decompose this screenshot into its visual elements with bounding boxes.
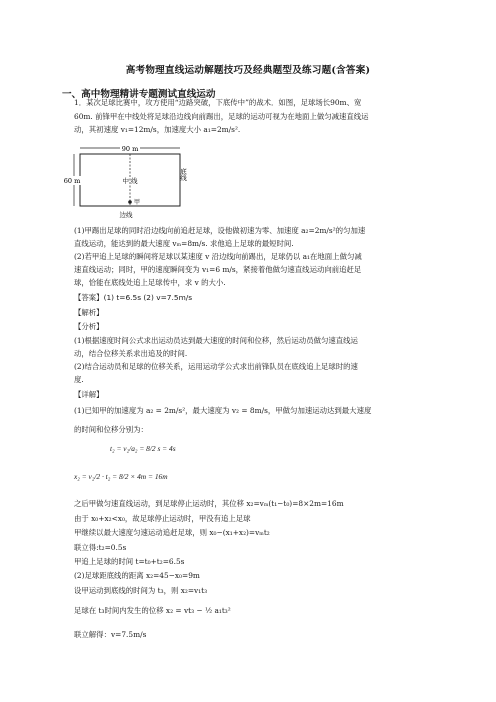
formula-t2: t₂ = v₂/a₂ = 8/2 s = 4s (110, 444, 176, 453)
question-line: (2)若甲追上足球的瞬间将足球以某速度 v 沿边线向前踢出，足球仍以 a₁在地面上做匀减 (74, 252, 362, 261)
midline-label: 中 线 (122, 177, 138, 185)
detail-line: (1)已知甲的加速度为 a₂ = 2m/s²，最大速度为 v₂ = 8m/s，甲做匀加速运动达到最大速度 (74, 406, 372, 415)
section-heading: 一、高中物理精讲专题测试直线运动 (62, 89, 216, 100)
detail-line: 由于 x₀+x₂<x₀，故足球停止运动时，甲没有追上足球 (74, 514, 251, 523)
width-label: 60 m (63, 177, 81, 185)
ball-marker (128, 200, 132, 204)
detail-line: (2)足球距底线的距离 x₂=45−x₀=9m (74, 571, 200, 580)
football-field-diagram (62, 144, 192, 220)
analysis-tag: 【解析】 (74, 308, 104, 317)
fenxi-line: (2)结合运动员和足球的位移关系，运用运动学公式求出前锋队员在底线追上足球时的速 (74, 362, 358, 371)
problem-line: 60m. 前锋甲在中线处将足球沿边线向前踢出，足球的运动可视为在地面上做匀减速直线运 (74, 112, 369, 121)
detail-line: 联立得:t₂=0.5s (74, 543, 127, 552)
sideline-label: 边线 (119, 211, 133, 219)
detail-line: 足球在 t₃时间内发生的位移 x₂ = vt₃ − ½ a₁t₃² (74, 606, 231, 615)
problem-line: 动，其初速度 v₁=12m/s，加速度大小 a₁=2m/s². (74, 125, 241, 134)
fenxi-line: 度. (74, 375, 84, 384)
problem-heading: 1．某次足球比赛中，攻方使用“边路突破，下底传中”的战术．如图，足球场长90m、宽 (74, 98, 362, 107)
detail-line: 联立解得：v=7.5m/s (74, 630, 147, 639)
goalline-label: 底线 (179, 168, 187, 181)
answer-line: 【答案】(1) t=6.5s (2) v=7.5m/s (74, 293, 193, 302)
detail-tag: 【详解】 (74, 390, 104, 399)
question-line: 速直线运动；同时，甲的速度瞬间变为 v₁=6 m/s，紧接着他做匀速直线运动向前追赶足 (74, 265, 362, 274)
fenxi-line: (1)根据速度时间公式求出运动员达到最大速度的时间和位移，然后运动员做匀速直线运 (74, 336, 358, 345)
detail-line: 甲追上足球的时间 t=t₀+t₂=6.5s (74, 557, 185, 566)
length-label: 90 m (121, 145, 139, 153)
question-line: 球，恰能在底线处追上足球传中，求 v 的大小. (74, 278, 226, 287)
detail-line: 之后甲做匀速直线运动，到足球停止运动时，其位移 x₂=vₘ(t₁−t₀)=8×2m=16m (74, 499, 344, 508)
fenxi-line: 动，结合位移关系求出追及的时间. (74, 349, 188, 358)
detail-line: 的时间和位移分别为： (74, 425, 148, 434)
detail-line: 设甲运动到底线的时间为 t₃，则 x₂=v₁t₃ (74, 586, 208, 595)
player-label: 甲 (134, 199, 141, 206)
question-line: 直线运动，能达到的最大速度 vₘ=8m/s. 求他追上足球的最短时间. (74, 239, 294, 248)
formula-x2: x₂ = v₂/2 · t₂ = 8/2 × 4m = 16m (74, 472, 168, 481)
detail-line: 甲继续以最大速度匀速运动追赶足球，则 x₀−(x₁+x₂)=vₘt₂ (74, 528, 270, 537)
fenxi-tag: 【分析】 (74, 322, 104, 331)
question-line: (1)甲踢出足球的同时沿边线向前追赶足球，设他做初速为零、加速度 a₂=2m/s²的匀加速 (74, 226, 366, 235)
document-title: 高考物理直线运动解题技巧及经典题型及练习题(含答案) (125, 65, 371, 76)
